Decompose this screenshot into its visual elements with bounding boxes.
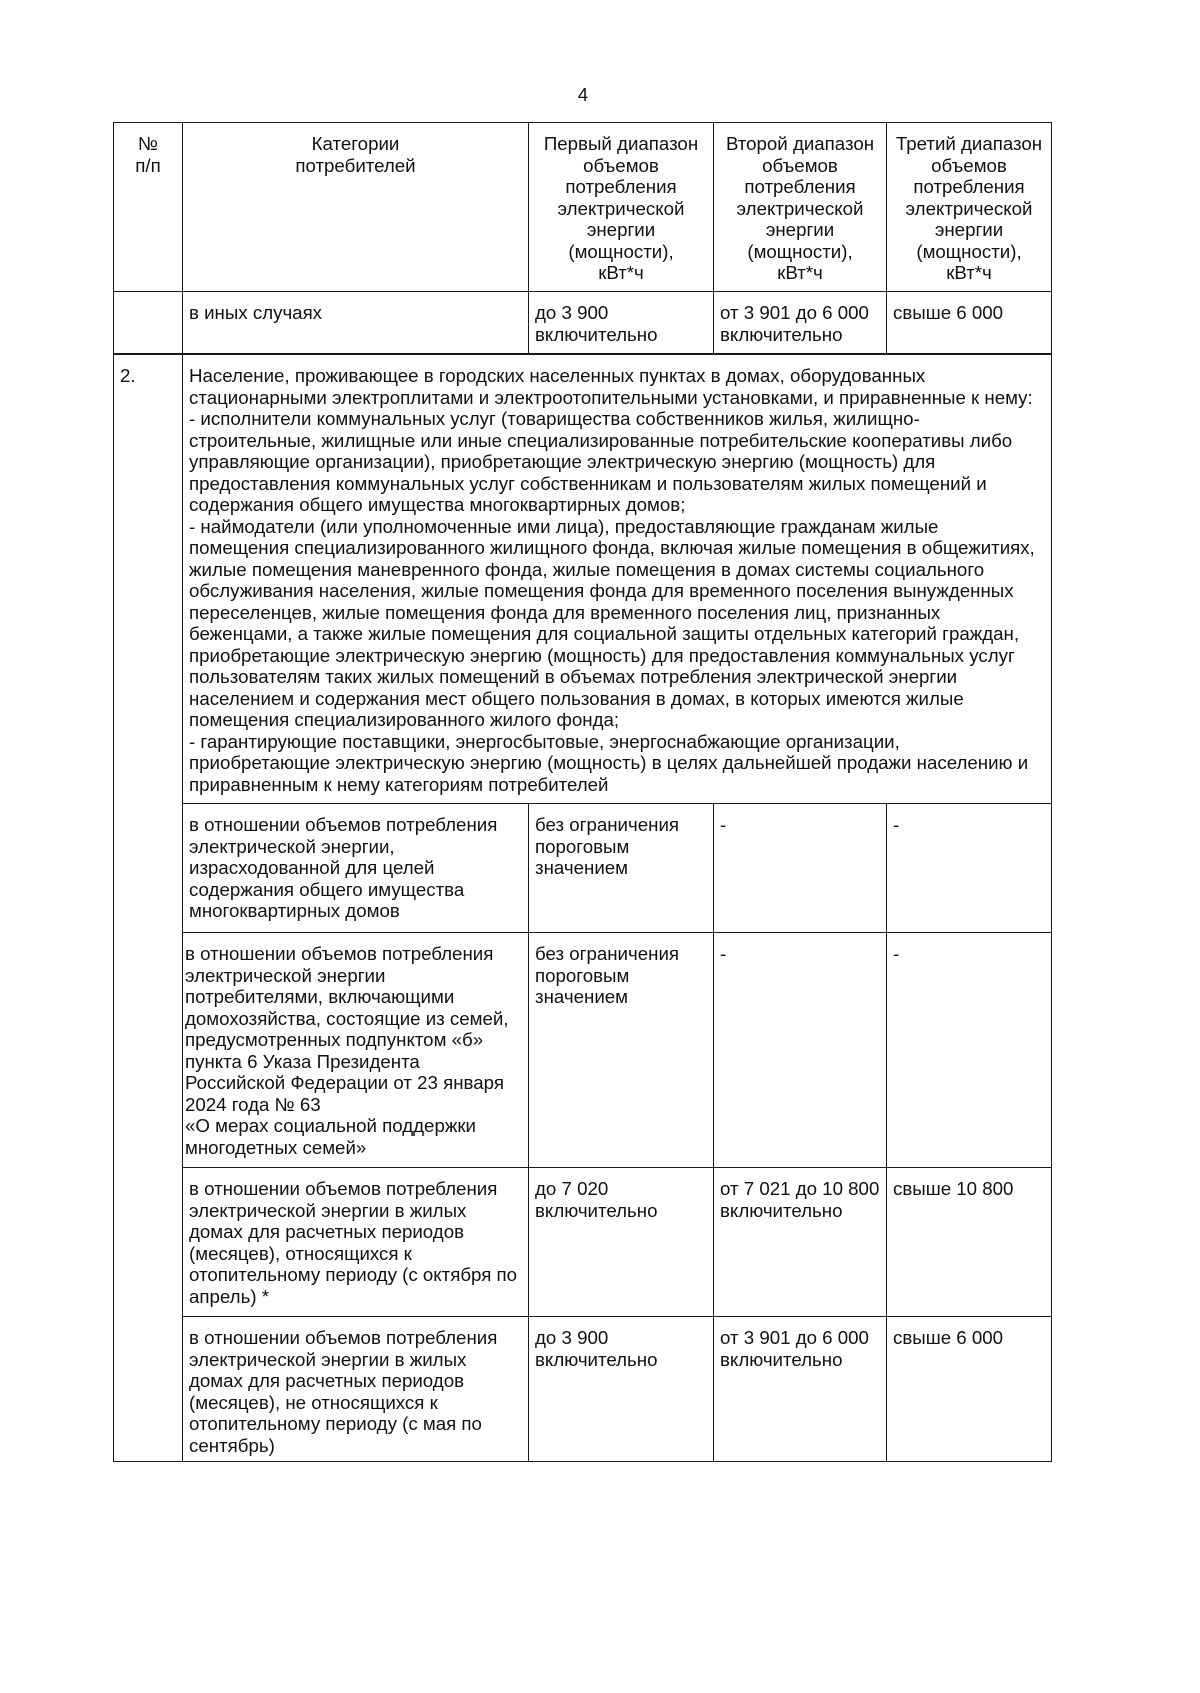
subrow-1-range2-cell: -: [713, 803, 886, 932]
subrow-4-range2-cell: от 3 901 до 6 000 включительно: [713, 1316, 886, 1462]
continued-row-range3-cell: свыше 6 000: [886, 291, 1052, 353]
subrow-2-range3-cell: -: [886, 932, 1052, 1167]
subrow-3-range3-cell: свыше 10 800: [886, 1167, 1052, 1316]
subrow-3-range1-cell: до 7 020 включительно: [528, 1167, 713, 1316]
subrow-1-range1-cell: без ограничения пороговым значением: [528, 803, 713, 932]
subrow-3-range2-cell: от 7 021 до 10 800 включительно: [713, 1167, 886, 1316]
header-category-cell: Категории потребителей: [182, 122, 528, 291]
subrow-4-category-cell: в отношении объемов потребления электрической энергии в жилых домах для расчетных периодов (месяцев), не относящихся к отопительному периоду (с мая по сентябрь): [182, 1316, 528, 1462]
subrow-1-range3-cell: -: [886, 803, 1052, 932]
subrow-4-range3-cell: свыше 6 000: [886, 1316, 1052, 1462]
header-range3-cell: Третий диапазон объемов потребления электрической энергии (мощности), кВт*ч: [886, 122, 1052, 291]
subrow-2-range1-cell: без ограничения пороговым значением: [528, 932, 713, 1167]
page-number: 4: [577, 84, 589, 105]
continued-row-range2-cell: от 3 901 до 6 000 включительно: [713, 291, 886, 353]
section-number-cell: 2.: [113, 353, 182, 1462]
continued-row-range1-cell: до 3 900 включительно: [528, 291, 713, 353]
subrow-2-range2-cell: -: [713, 932, 886, 1167]
subrow-3-category-cell: в отношении объемов потребления электрической энергии в жилых домах для расчетных периодов (месяцев), относящихся к отопительному периоду (с октября по апрель) *: [182, 1167, 528, 1316]
header-range1-cell: Первый диапазон объемов потребления электрической энергии (мощности), кВт*ч: [528, 122, 713, 291]
section-description-cell: Население, проживающее в городских населенных пунктах в домах, оборудованных стационарными электроплитами и электроотопительными установками, и приравненные к нему: - исполнители коммунальных услуг (товарищества собственников жилья, жилищно- строительные, жилищные или иные специализированные потребительские кооперативы либо управляющие организации), приобретающие электрическую энергию (мощность) для предоставления коммунальных услуг собственникам и пользователям жилых помещений и содержания общего имущества многоквартирных домов; - наймодатели (или уполномоченные ими лица), предоставляющие гражданам жилые помещения специализированного жилищного фонда, включая жилые помещения в общежитиях, жилые помещения маневренного фонда, жилые помещения в домах системы социального обслуживания населения, жилые помещения фонда для временного поселения вынужденных переселенцев, жилые помещения фонда для временного поселения лиц, признанных беженцами, а также жилые помещения для социальной защиты отдельных категорий граждан, приобретающие электрическую энергию (мощность) для предоставления коммунальных услуг пользователям таких жилых помещений в объемах потребления электрической энергии населением и содержания мест общего пользования в домах, в которых имеются жилые помещения специализированного жилого фонда; - гарантирующие поставщики, энергосбытовые, энергоснабжающие организации, приобретающие электрическую энергию (мощность) в целях дальнейшей продажи населению и приравненным к нему категориям потребителей: [182, 353, 1052, 803]
continued-row-category-cell: в иных случаях: [182, 291, 528, 353]
subrow-4-range1-cell: до 3 900 включительно: [528, 1316, 713, 1462]
continued-row-number-cell: [113, 291, 182, 353]
subrow-2-category-cell: в отношении объемов потребления электрической энергии потребителями, включающими домохозяйства, состоящие из семей, предусмотренных подпунктом «б» пункта 6 Указа Президента Российской Федерации от 23 января 2024 года № 63 «О мерах социальной поддержки многодетных семей»: [182, 932, 528, 1167]
consumption-ranges-table: [113, 122, 1052, 1462]
subrow-1-category-cell: в отношении объемов потребления электрической энергии, израсходованной для целей содержания общего имущества многоквартирных домов: [182, 803, 528, 932]
header-number-cell: № п/п: [113, 122, 182, 291]
header-range2-cell: Второй диапазон объемов потребления электрической энергии (мощности), кВт*ч: [713, 122, 886, 291]
